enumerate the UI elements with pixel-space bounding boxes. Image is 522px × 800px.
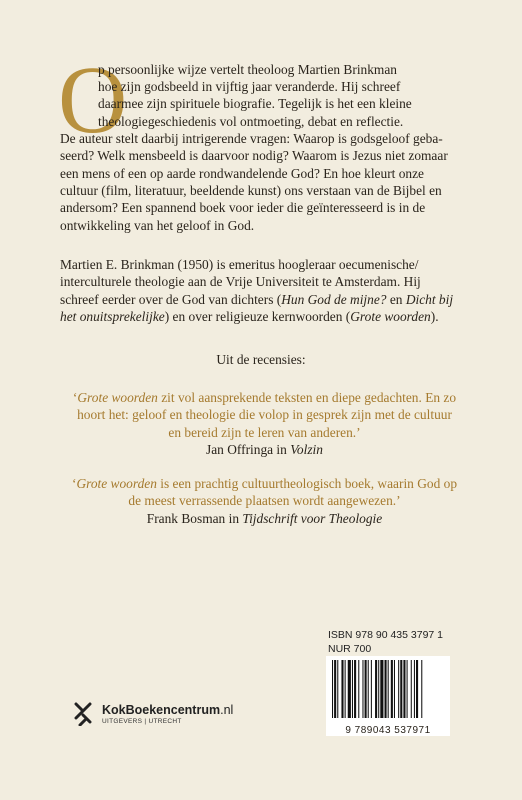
barcode-bars [326, 656, 450, 722]
bio-text: ). [430, 309, 439, 325]
intro-line: theologiegeschiedenis vol ontmoeting, debat en reflectie. [98, 114, 404, 129]
intro-line: cultuur (film, literatuur, beeldende kunst) ons verstaan van de Bijbel en [60, 183, 442, 198]
quote-attribution [62, 510, 467, 527]
barcode-bar [332, 660, 333, 718]
dropcap: O [58, 46, 128, 153]
publisher-logo [74, 702, 233, 726]
book-title: het onuitsprekelijke [60, 309, 165, 325]
barcode-bar [365, 660, 367, 718]
quote-mark: ‘ [71, 476, 77, 491]
bio-text: en [386, 291, 406, 307]
barcode-bar [394, 660, 395, 718]
barcode-bar [337, 660, 338, 718]
quote-line [62, 475, 467, 492]
barcode-bar [407, 660, 408, 718]
quote-line: en bereid zijn te leren van anderen.’ [168, 424, 361, 440]
review-quote-1 [62, 389, 467, 459]
barcode-bar [414, 660, 415, 718]
quote-line: hoort het: geloof en theologie die volop in gesprek zijn met de cultuur [77, 407, 452, 423]
publisher-text [102, 703, 233, 725]
barcode-bar [385, 660, 387, 718]
barcode-bar [400, 660, 402, 718]
bio-line [60, 308, 480, 325]
publication: Tijdschrift voor Theologie [242, 510, 383, 526]
barcode-bar [352, 660, 353, 718]
publisher-name [102, 703, 233, 717]
barcode-bar [380, 660, 383, 718]
publisher-subtitle: UITGEVERS | UTRECHT [102, 718, 182, 725]
isbn-number: ISBN 978 90 435 3797 1 [328, 629, 444, 641]
quote-line: de meest verrassende plaatsen wordt aangewezen.’ [128, 493, 401, 509]
intro-line: ontwikkeling van het geloof in God. [60, 218, 255, 233]
bio-text: schreef eerder over de God van dichters ( [60, 291, 282, 307]
reviewer: Jan Offringa in [206, 442, 291, 458]
barcode-bar [388, 660, 389, 718]
intro-line: seerd? Welk mensbeeld is daarvoor nodig? Waarom is Jezus niet zomaar [60, 148, 448, 163]
barcode-bar [334, 660, 336, 718]
quote-attribution [62, 441, 467, 458]
barcode-bar [371, 660, 372, 718]
intro-line: een mens of een op aarde rondwandelende God? En hoe kleurt onze [60, 166, 424, 181]
author-bio [60, 256, 480, 326]
book-title: Grote woorden [77, 390, 158, 405]
bio-text: ) en over religieuze kernwoorden ( [164, 309, 351, 325]
publisher-mark-icon [74, 702, 96, 726]
barcode-bar [362, 660, 363, 718]
publisher-name-main: KokBoekencentrum [102, 703, 221, 717]
barcode-bar [421, 660, 422, 718]
intro-line: hoe zijn godsbeeld in vijftig jaar veranderde. Hij schreef [98, 79, 401, 94]
bio-line: Martien E. Brinkman (1950) is emeritus hoogleraar oecumenische/ [60, 257, 419, 272]
barcode-digits: 9 789043 537971 [345, 725, 431, 736]
isbn-block [328, 628, 443, 656]
publication: Volzin [290, 442, 323, 458]
barcode-bar [378, 660, 379, 718]
barcode-bar [416, 660, 418, 718]
barcode-bar [403, 660, 405, 718]
barcode-bar [391, 660, 393, 718]
reviews-heading: Uit de recensies: [216, 352, 306, 367]
quote-text: zit vol aansprekende teksten en diepe gedachten. En zo [157, 390, 457, 405]
bio-line [60, 291, 480, 308]
barcode-bar [348, 660, 351, 718]
barcode-bar [398, 660, 399, 718]
book-title: Grote woorden [350, 309, 431, 325]
barcode-bar [358, 660, 359, 718]
intro-line: daarmee zijn spirituele biografie. Tegelijk is het een kleine [98, 96, 412, 111]
book-title: Dicht bij [405, 291, 454, 307]
quote-line [62, 389, 467, 406]
barcode-bar [341, 660, 343, 718]
reviewer: Frank Bosman in [146, 510, 243, 526]
book-title: Hun God de mijne? [281, 291, 387, 307]
barcode-bar [345, 660, 346, 718]
publisher-name-domain: .nl [220, 703, 234, 717]
intro-line: De auteur stelt daarbij intrigerende vragen: Waarop is godsgeloof geba- [60, 131, 443, 146]
barcode-bar [354, 660, 356, 718]
barcode-bar [375, 660, 377, 718]
nur-code: NUR 700 [328, 643, 372, 655]
barcode [326, 656, 450, 736]
bio-line: interculturele theologie aan de Vrije Universiteit te Amsterdam. Hij [60, 274, 421, 290]
quote-text: is een prachtig cultuurtheologisch boek, waarin God op [156, 476, 458, 491]
book-title: Grote woorden [76, 476, 157, 491]
quote-mark: ‘ [72, 390, 78, 405]
barcode-bar [368, 660, 369, 718]
intro-line: andersom? Een spannend boek voor ieder die geïnteresseerd is in de [60, 200, 426, 215]
review-quote-2 [62, 475, 467, 527]
intro-line: p persoonlijke wijze vertelt theoloog Martien Brinkman [98, 62, 397, 77]
barcode-bar [411, 660, 412, 718]
